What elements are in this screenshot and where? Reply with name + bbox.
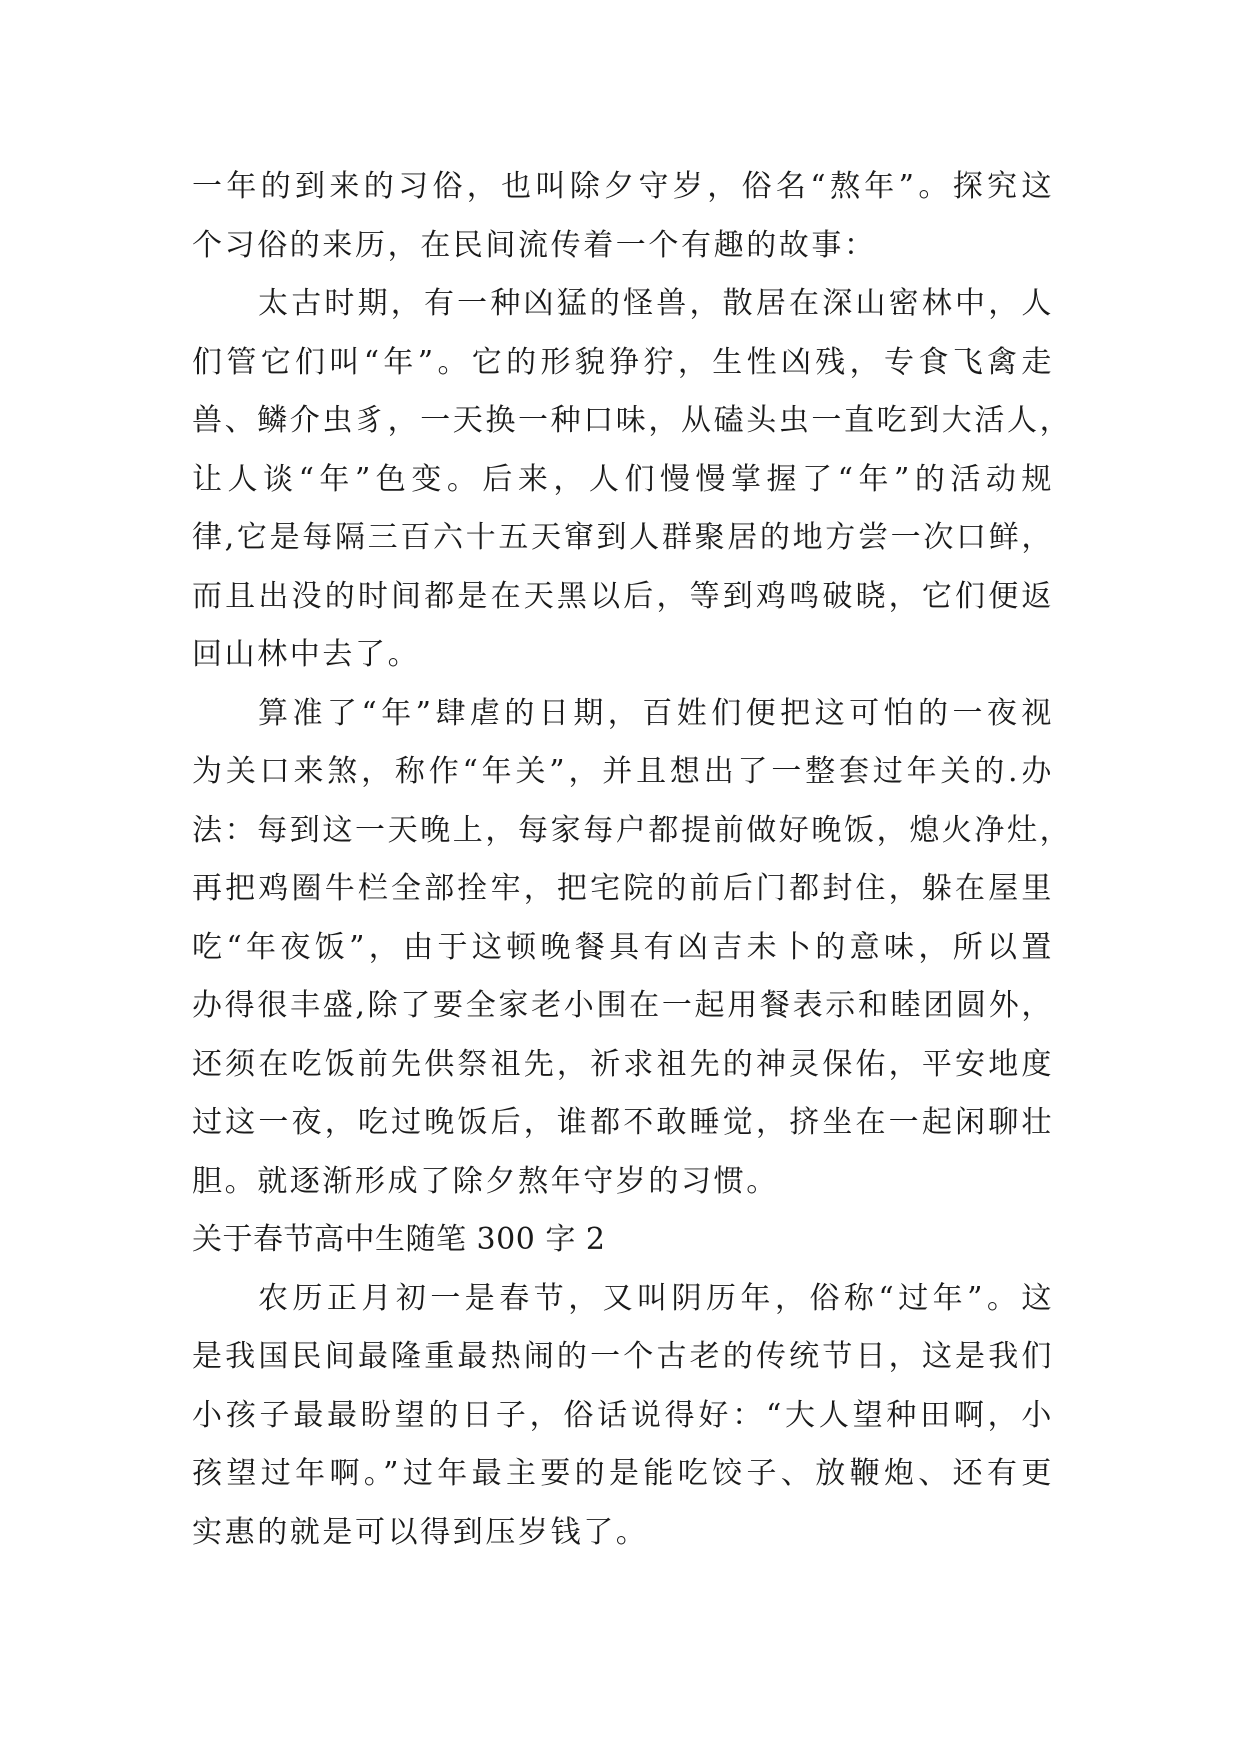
text-line: 是我国民间最隆重最热闹的一个古老的传统节日，这是我们 [192,1339,1054,1374]
text-line: 而且出没的时间都是在天黑以后，等到鸡鸣破晓，它们便返 [192,578,1054,614]
text-line: 法：每到这一天晚上，每家每户都提前做好晚饭，熄火净灶， [192,812,1073,848]
text-line: 律,它是每隔三百六十五天窜到人群聚居的地方尝一次口鲜， [192,520,1054,555]
text-line: 还须在吃饭前先供祭祖先，祈求祖先的神灵保佑，平安地度 [192,1046,1054,1082]
text-line: 实惠的就是可以得到压岁钱了。 [192,1514,649,1550]
text-line: 小孩子最最盼望的日子，俗话说得好：“大人望种田啊，小 [192,1397,1054,1433]
paragraph-1 [192,158,1054,275]
paragraph-4 [192,1270,1054,1563]
text-line: 再把鸡圈牛栏全部拴牢，把宅院的前后门都封住，躲在屋里 [192,871,1054,906]
text-line: 一年的到来的习俗，也叫除夕守岁，俗名“熬年”。探究这 [192,169,1054,204]
text-line: 们管它们叫“年”。它的形貌狰狞，生性凶残，专食飞禽走 [192,344,1054,380]
text-line: 孩望过年啊。”过年最主要的是能吃饺子、放鞭炮、还有更 [192,1456,1054,1491]
text-line: 办得很丰盛,除了要全家老小围在一起用餐表示和睦团圆外， [192,988,1054,1023]
text-line: 胆。就逐渐形成了除夕熬年守岁的习惯。 [192,1163,779,1199]
text-line: 个习俗的来历，在民间流传着一个有趣的故事： [192,227,877,263]
text-line: 吃“年夜饭”，由于这顿晚餐具有凶吉未卜的意味，所以置 [192,929,1054,965]
paragraph-3 [192,685,1073,1212]
paragraph-2 [192,275,1073,685]
text-line: 回山林中去了。 [192,637,421,672]
text-line: 过这一夜，吃过晚饭后，谁都不敢睡觉，挤坐在一起闲聊壮 [192,1105,1054,1140]
document-body [192,158,1073,1562]
text-line: 农历正月初一是春节，又叫阴历年，俗称“过年”。这 [258,1280,1054,1316]
text-line: 兽、鳞介虫豸，一天换一种口味，从磕头虫一直吃到大活人， [192,403,1073,438]
text-line: 算准了“年”肆虐的日期，百姓们便把这可怕的一夜视 [258,695,1054,731]
text-line: 为关口来煞，称作“年关”，并且想出了一整套过年关的.办 [192,754,1054,789]
text-line: 太古时期，有一种凶猛的怪兽，散居在深山密林中，人 [258,286,1054,321]
section-heading: 关于春节高中生随笔 300 字 2 [192,1222,606,1257]
text-line: 让人谈“年”色变。后来，人们慢慢掌握了“年”的活动规 [192,461,1054,497]
